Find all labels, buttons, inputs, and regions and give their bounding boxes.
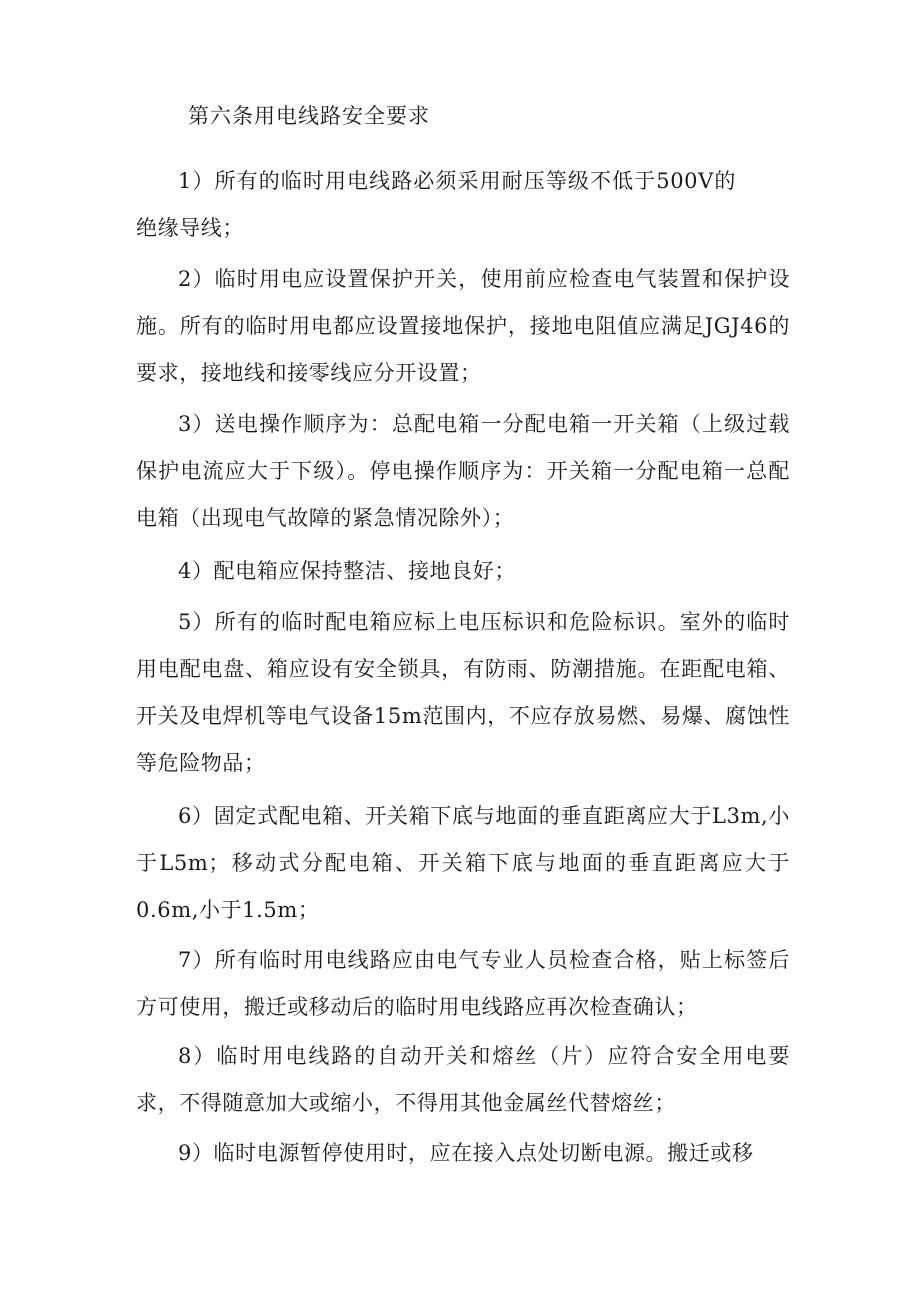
requirement-item-7: 7）所有临时用电线路应由电气专业人员检查合格，贴上标签后方可使用，搬迁或移动后的临时用电线路应再次检查确认； [136, 948, 790, 1019]
requirement-item-5: 5）所有的临时配电箱应标上电压标识和危险标识。室外的临时用电配电盘、箱应设有安全锁具，有防雨、防潮措施。在距配电箱、开关及电焊机等电气设备15m范围内，不应存放易燃、易爆、腐蚀性等危险物品； [136, 610, 790, 775]
requirement-item-3: 3）送电操作顺序为：总配电箱一分配电箱一开关箱（上级过载保护电流应大于下级）。停电操作顺序为：开关箱一分配电箱一总配电箱（出现电气故障的紧急情况除外）； [136, 412, 790, 530]
requirement-item-4: 4）配电箱应保持整洁、接地良好； [178, 559, 516, 583]
requirement-item-2: 2）临时用电应设置保护开关，使用前应检查电气装置和保护设施。所有的临时用电都应设置接地保护，接地电阻值应满足JGJ46的要求，接地线和接零线应分开设置； [136, 267, 790, 385]
requirement-item-9: 9）临时电源暂停使用时，应在接入点处切断电源。搬迁或移 [178, 1141, 754, 1165]
requirement-item-1: 1）所有的临时用电线路必须采用耐压等级不低于500V的绝缘导线； [136, 169, 736, 240]
requirement-item-8: 8）临时用电线路的自动开关和熔丝（片）应符合安全用电要求，不得随意加大或缩小，不得用其他金属丝代替熔丝； [136, 1044, 790, 1115]
section-heading: 第六条用电线路安全要求 [188, 104, 430, 128]
requirement-item-6: 6）固定式配电箱、开关箱下底与地面的垂直距离应大于L3m,小于L5m；移动式分配电箱、开关箱下底与地面的垂直距离应大于0.6m,小于1.5m； [136, 804, 790, 922]
